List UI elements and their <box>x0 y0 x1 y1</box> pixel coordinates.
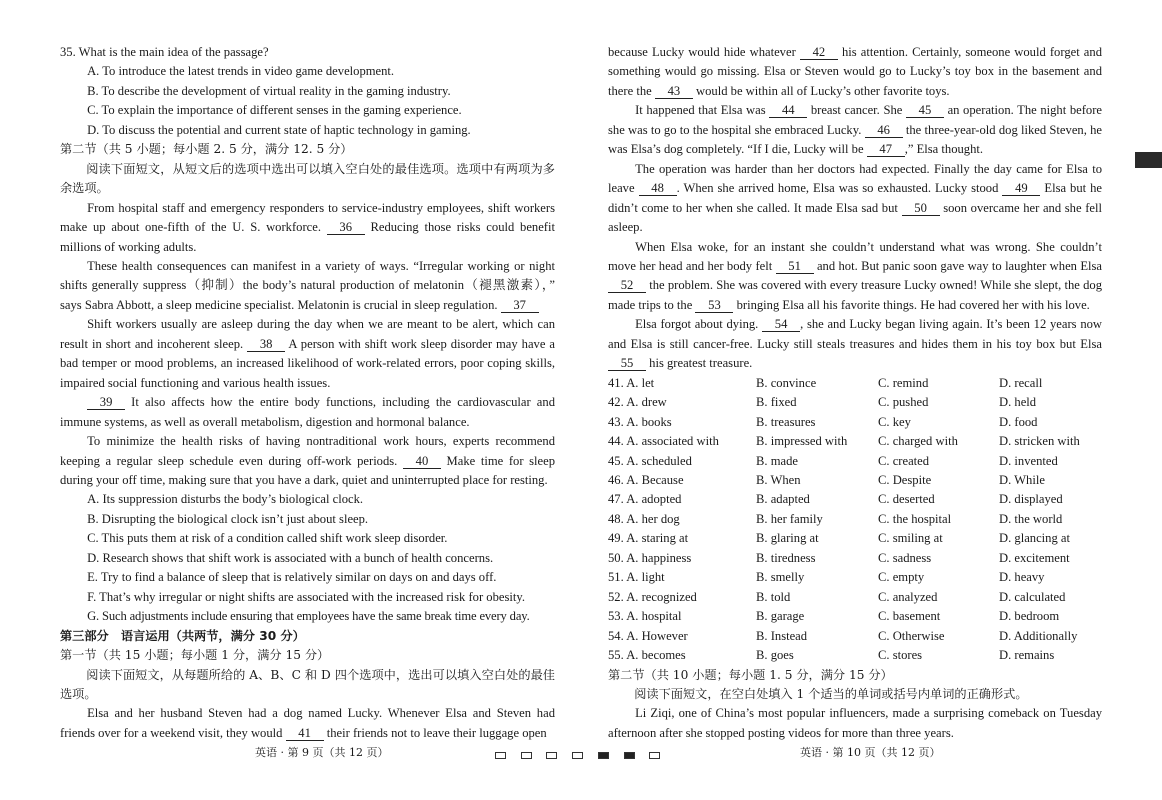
blank-39: 39 <box>87 395 125 410</box>
text-segment: , she and Lucky began living again. It’s been 12 years now and Elsa is still cancer-free. Lucky still steals treasures and hides them in his toy box but Elsa <box>608 317 1103 351</box>
choice-50-b: B. tiredness <box>756 550 816 565</box>
cloze-choices-table <box>608 374 1102 666</box>
text-segment: Elsa forgot about dying. <box>635 317 763 332</box>
option-b: B. Disrupting the biological clock isn’t just about sleep. <box>87 511 369 526</box>
choice-48-a: 48. A. her dog <box>608 511 680 526</box>
choice-50-d: D. excitement <box>999 550 1070 565</box>
cloze-paragraph <box>608 238 1102 316</box>
page-footer-left: 英语 · 第 9 页（共 12 页） <box>255 746 389 759</box>
blank-55: 55 <box>608 356 646 371</box>
blank-40: 40 <box>403 454 441 469</box>
text-segment: bringing Elsa all his favorite things. He had covered her with his love. <box>733 297 1090 312</box>
page-marker-square <box>521 752 532 759</box>
choice-47-c: C. deserted <box>878 492 935 507</box>
choice-55-b: B. goes <box>756 648 794 663</box>
cloze-paragraph <box>608 43 1102 101</box>
choice-45-b: B. made <box>756 453 798 468</box>
cloze-paragraph <box>608 315 1102 373</box>
text-segment: From hospital staff and emergency responders to service-industry employees, shift workers make up about one-fifth of the U. S. workforce. <box>60 200 555 235</box>
question-35-option-d: D. To discuss the potential and current state of haptic technology in gaming. <box>87 122 471 137</box>
choice-46-d: D. While <box>999 472 1045 487</box>
text-segment: the problem. She was covered with every treasure Lucky owned! While she slept, the dog made trips to the <box>608 278 1102 312</box>
text-segment: It happened that Elsa was <box>635 103 770 118</box>
cloze-paragraph <box>60 704 555 743</box>
page-edge-tab <box>1135 152 1162 168</box>
blank-38: 38 <box>247 337 285 352</box>
choice-44-c: C. charged with <box>878 434 958 449</box>
choice-43-b: B. treasures <box>756 414 816 429</box>
choice-54-c: C. Otherwise <box>878 628 945 643</box>
choice-46-a: 46. A. Because <box>608 472 684 487</box>
choice-45-d: D. invented <box>999 453 1058 468</box>
text-segment: Make time for sleep during your off time, making sure that you have a dark, quiet and uninterrupted place for resting. <box>60 453 556 487</box>
text-segment: A person with shift work sleep disorder may have a bad temper or mood problems, an increased likelihood of work-related errors, poor coping skills, impaired social functioning and various health issues. <box>60 336 555 390</box>
choice-46-b: B. When <box>756 472 801 487</box>
option-f: F. That’s why irregular or night shifts are associated with the increased risk for obesity. <box>87 589 525 604</box>
choice-49-b: B. glaring at <box>756 531 819 546</box>
page-footer-right: 英语 · 第 10 页（共 12 页） <box>800 746 941 759</box>
option-e: E. Try to find a balance of sleep that is relatively similar on days on and days off. <box>87 570 497 585</box>
choice-49-c: C. smiling at <box>878 531 943 546</box>
passage-paragraph <box>60 315 555 393</box>
choice-53-b: B. garage <box>756 609 805 624</box>
text-segment: and hot. But panic soon gave way to laughter when Elsa <box>813 258 1103 273</box>
choice-41-c: C. remind <box>878 375 929 390</box>
choice-42-b: B. fixed <box>756 395 797 410</box>
blank-45: 45 <box>906 103 944 118</box>
choice-43-c: C. key <box>878 414 911 429</box>
blank-52: 52 <box>608 278 646 293</box>
question-35-stem: 35. What is the main idea of the passage? <box>60 45 269 59</box>
left-page-column <box>60 43 555 743</box>
page-marker-square <box>495 752 506 759</box>
choice-53-a: 53. A. hospital <box>608 609 682 624</box>
choice-46-c: C. Despite <box>878 472 932 487</box>
text-segment: It also affects how the entire body functions, including the cardiovascular and immune systems, as well as overall metabolism, digestion and hormonal balance. <box>60 395 555 429</box>
text-segment: To minimize the health risks of having nontraditional work hours, experts recommend keeping a regular sleep schedule even during off-work periods. <box>60 434 555 468</box>
section-2-heading: 第二节（共 10 小题；每小题 1. 5 分，满分 15 分） <box>608 667 893 682</box>
cloze-paragraph <box>608 101 1102 159</box>
choice-53-c: C. basement <box>878 609 941 624</box>
choice-41-b: B. convince <box>756 375 817 390</box>
text-segment: Elsa and her husband Steven had a dog named Lucky. Whenever Elsa and Steven had friends over for a weekend visit, they would <box>60 706 555 740</box>
grammar-passage-paragraph <box>608 704 1102 743</box>
blank-41: 41 <box>286 726 324 741</box>
option-g: G. Such adjustments include ensuring that employees have the same break time every day. <box>87 609 530 624</box>
part-3-section-1-heading: 第一节（共 15 小题；每小题 1 分，满分 15 分） <box>60 648 330 663</box>
passage-paragraph <box>60 257 555 315</box>
choice-52-b: B. told <box>756 589 791 604</box>
choice-51-c: C. empty <box>878 570 925 585</box>
choice-48-d: D. the world <box>999 511 1063 526</box>
text-segment: their friends not to leave their luggage open <box>323 725 547 740</box>
cloze-paragraph <box>608 160 1102 238</box>
page-marker-square <box>649 752 660 759</box>
text-segment: Shift workers usually are asleep during the day when we are meant to be alert, which can result in short and incoherent sleep. <box>60 317 555 351</box>
page-marker-square <box>624 752 635 759</box>
blank-50: 50 <box>902 201 940 216</box>
choice-43-a: 43. A. books <box>608 414 672 429</box>
choice-48-c: C. the hospital <box>878 511 952 526</box>
choice-49-a: 49. A. staring at <box>608 531 689 546</box>
blank-44: 44 <box>769 103 807 118</box>
text-segment: . When she arrived home, Elsa was so exhausted. Lucky stood <box>676 181 1003 196</box>
option-d: D. Research shows that shift work is associated with a bunch of health concerns. <box>87 550 494 565</box>
passage-paragraph <box>60 393 555 432</box>
blank-49: 49 <box>1002 181 1040 196</box>
page-marker-square <box>546 752 557 759</box>
choice-51-b: B. smelly <box>756 570 805 585</box>
choice-50-c: C. sadness <box>878 550 932 565</box>
choice-51-d: D. heavy <box>999 570 1045 585</box>
choice-41-a: 41. A. let <box>608 375 655 390</box>
choice-50-a: 50. A. happiness <box>608 550 692 565</box>
page-marker-square <box>598 752 609 759</box>
choice-52-a: 52. A. recognized <box>608 589 697 604</box>
blank-53: 53 <box>695 298 733 313</box>
blank-47: 47 <box>867 142 905 157</box>
blank-54: 54 <box>762 317 800 332</box>
choice-42-c: C. pushed <box>878 395 929 410</box>
question-35-option-b: B. To describe the development of virtual reality in the gaming industry. <box>87 83 451 98</box>
choice-43-d: D. food <box>999 414 1038 429</box>
choice-44-d: D. stricken with <box>999 434 1080 449</box>
blank-37: 37 <box>501 298 539 313</box>
option-a: A. Its suppression disturbs the body’s biological clock. <box>87 492 364 507</box>
choice-47-d: D. displayed <box>999 492 1063 507</box>
text-segment: soon overcame her and she fell asleep. <box>608 200 1102 235</box>
part-3-heading: 第三部分 语言运用（共两节，满分 30 分） <box>60 628 305 643</box>
blank-42: 42 <box>800 45 838 60</box>
blank-46: 46 <box>865 123 903 138</box>
choice-52-c: C. analyzed <box>878 589 938 604</box>
question-35-option-a: A. To introduce the latest trends in video game development. <box>87 64 395 79</box>
choice-51-a: 51. A. light <box>608 570 665 585</box>
choice-47-b: B. adapted <box>756 492 810 507</box>
part-3-instruction: 阅读下面短文，从每题所给的 A、B、C 和 D 四个选项中，选出可以填入空白处的最佳选项。 <box>60 667 555 701</box>
choice-44-a: 44. A. associated with <box>608 434 719 449</box>
section-2-instruction: 阅读下面短文，在空白处填入 1 个适当的单词或括号内单词的正确形式。 <box>634 686 1028 701</box>
option-c: C. This puts them at risk of a condition called shift work sleep disorder. <box>87 531 448 546</box>
page-marker-square <box>572 752 583 759</box>
text-segment: his attention. Certainly, someone would forget and something would go missing. Elsa or Steven would go to Lucky’s toy box in the basement and there the <box>608 45 1102 98</box>
text-segment: When Elsa woke, for an instant she couldn’t understand what was wrong. She couldn’t move her head and her body felt <box>608 239 1102 273</box>
text-segment: ,” Elsa thought. <box>904 142 984 157</box>
choice-41-d: D. recall <box>999 375 1043 390</box>
text-segment: because Lucky would hide whatever <box>608 45 800 59</box>
choice-49-d: D. glancing at <box>999 531 1070 546</box>
right-page-column <box>608 43 1102 743</box>
passage-paragraph <box>60 432 555 490</box>
choice-54-d: D. Additionally <box>999 628 1078 643</box>
choice-47-a: 47. A. adopted <box>608 492 682 507</box>
choice-54-a: 54. A. However <box>608 628 688 643</box>
section-2-instruction: 阅读下面短文，从短文后的选项中选出可以填入空白处的最佳选项。选项中有两项为多余选项。 <box>60 161 555 196</box>
choice-55-d: D. remains <box>999 648 1055 663</box>
question-35-option-c: C. To explain the importance of different senses in the gaming experience. <box>87 103 462 118</box>
blank-48: 48 <box>639 181 677 196</box>
text-segment: The operation was harder than her doctors had expected. Finally the day came for Elsa to leave <box>608 161 1102 196</box>
section-2-heading: 第二节（共 5 小题；每小题 2. 5 分，满分 12. 5 分） <box>60 142 353 157</box>
text-segment: his greatest treasure. <box>646 356 753 371</box>
text-segment: Elsa but he didn’t come to her when she called. It made Elsa sad but <box>608 181 1103 215</box>
text-segment: breast cancer. She <box>807 103 906 118</box>
text-segment: an operation. The night before she was to go to the hospital she embraced Lucky. <box>608 103 1103 137</box>
text-segment: Reducing those risks could benefit millions of working adults. <box>60 220 555 254</box>
blank-51: 51 <box>776 259 814 274</box>
choice-53-d: D. bedroom <box>999 609 1060 624</box>
choice-54-b: B. Instead <box>756 628 808 643</box>
choice-42-a: 42. A. drew <box>608 395 667 410</box>
text-segment: These health consequences can manifest in a variety of ways. “Irregular working or night shifts generally suppress（抑制）the body’s natural production of melatonin（褪黑激素），” says Sabra Abbott, a sleep medicine specialist. Melatonin is crucial in sleep regulation. <box>60 258 555 312</box>
choice-52-d: D. calculated <box>999 589 1066 604</box>
text-segment: Li Ziqi, one of China’s most popular influencers, made a surprising comeback on Tuesday afternoon after she stopped posting videos for more than three years. <box>608 706 1102 740</box>
choice-55-a: 55. A. becomes <box>608 648 686 663</box>
text-segment: the three-year-old dog liked Steven, he was Elsa’s dog completely. “If I die, Lucky will be <box>608 122 1102 157</box>
choice-45-c: C. created <box>878 453 930 468</box>
passage-paragraph <box>60 199 555 257</box>
blank-36: 36 <box>327 220 365 235</box>
choice-44-b: B. impressed with <box>756 434 848 449</box>
choice-42-d: D. held <box>999 395 1037 410</box>
choice-48-b: B. her family <box>756 511 823 526</box>
blank-43: 43 <box>655 84 693 99</box>
choice-45-a: 45. A. scheduled <box>608 453 692 468</box>
text-segment: would be within all of Lucky’s other favorite toys. <box>692 83 950 98</box>
choice-55-c: C. stores <box>878 648 923 663</box>
